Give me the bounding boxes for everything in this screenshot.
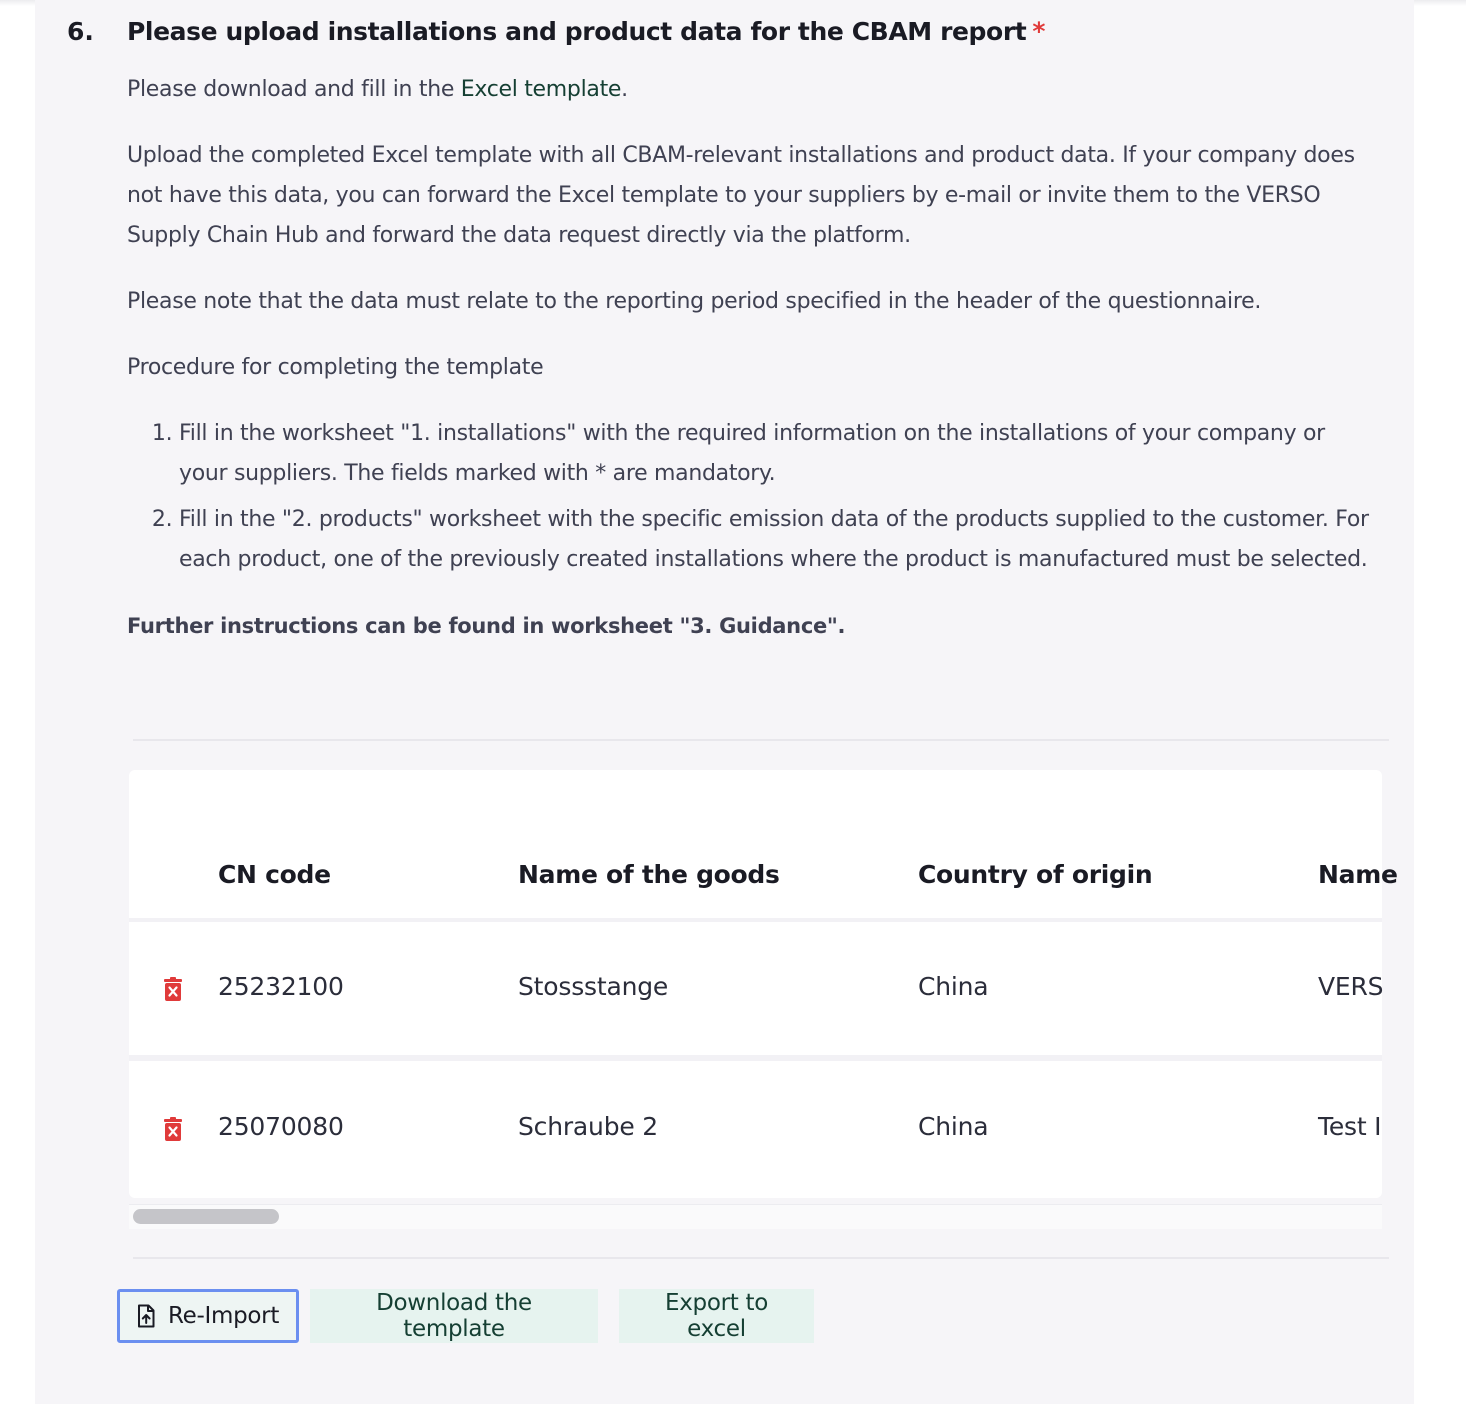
- further-instructions: Further instructions can be found in worksheet "3. Guidance".: [127, 614, 846, 638]
- column-header-cn-code[interactable]: CN code: [218, 860, 331, 889]
- cell-country: China: [918, 972, 989, 1001]
- question-title: [127, 17, 1045, 46]
- download-prefix: Please download and fill in the: [127, 77, 461, 102]
- download-instruction: [127, 70, 1377, 110]
- excel-template-link[interactable]: Excel template: [460, 77, 622, 102]
- upload-instruction: Upload the completed Excel template with all CBAM-relevant installations and product data. If your company does not have this data, you can forward the Excel template to your suppliers by e-mail or invite them to the VERSO Supply Chain Hub and forward the data request directly via the platform.: [127, 143, 1355, 248]
- trash-icon[interactable]: [163, 1117, 183, 1141]
- cell-cn-code: 25232100: [218, 972, 344, 1001]
- reimport-label: Re-Import: [168, 1303, 280, 1329]
- procedure-step: 1. Fill in the worksheet "1. installations" with the required information on the installations of your company or your suppliers. The fields marked with * are mandatory.: [179, 414, 1377, 494]
- question-title-text: Please upload installations and product data for the CBAM report: [127, 17, 1027, 46]
- procedure-step: 2. Fill in the "2. products" worksheet with the specific emission data of the products supplied to the customer. For each product, one of the previously created installations where the product is manufactured must be selected.: [179, 500, 1377, 580]
- cell-cn-code: 25070080: [218, 1112, 344, 1141]
- download-template-label: Download the template: [376, 1290, 532, 1342]
- column-header-country[interactable]: Country of origin: [918, 860, 1153, 889]
- cell-name: VERS: [1318, 972, 1384, 1001]
- cell-goods-name: Schraube 2: [518, 1112, 659, 1141]
- divider: [133, 739, 1389, 741]
- cell-goods-name: Stossstange: [518, 972, 669, 1001]
- procedure-steps: [127, 414, 1377, 580]
- row-separator: [129, 1055, 1382, 1061]
- horizontal-scrollbar[interactable]: [129, 1204, 1382, 1229]
- products-table: [129, 770, 1398, 1198]
- scrollbar-thumb[interactable]: [133, 1209, 279, 1224]
- required-marker: *: [1032, 17, 1045, 46]
- reimport-button[interactable]: [117, 1289, 299, 1343]
- download-suffix: .: [621, 77, 628, 102]
- export-excel-button[interactable]: [619, 1289, 814, 1343]
- file-upload-icon: [136, 1304, 156, 1328]
- column-header-name[interactable]: Name: [1318, 860, 1398, 889]
- trash-icon[interactable]: [163, 977, 183, 1001]
- column-header-goods-name[interactable]: Name of the goods: [518, 860, 780, 889]
- cell-name: Test I: [1318, 1112, 1382, 1141]
- reporting-period-note: Please note that the data must relate to the reporting period specified in the header of the questionnaire.: [127, 289, 1262, 314]
- export-excel-label: Export to excel: [665, 1290, 768, 1342]
- download-template-button[interactable]: [310, 1289, 598, 1343]
- question-number: 6.: [67, 17, 94, 46]
- procedure-heading: Procedure for completing the template: [127, 355, 544, 380]
- question-instructions: [127, 70, 1377, 646]
- row-separator: [129, 918, 1382, 922]
- divider: [133, 1257, 1389, 1259]
- cell-country: China: [918, 1112, 989, 1141]
